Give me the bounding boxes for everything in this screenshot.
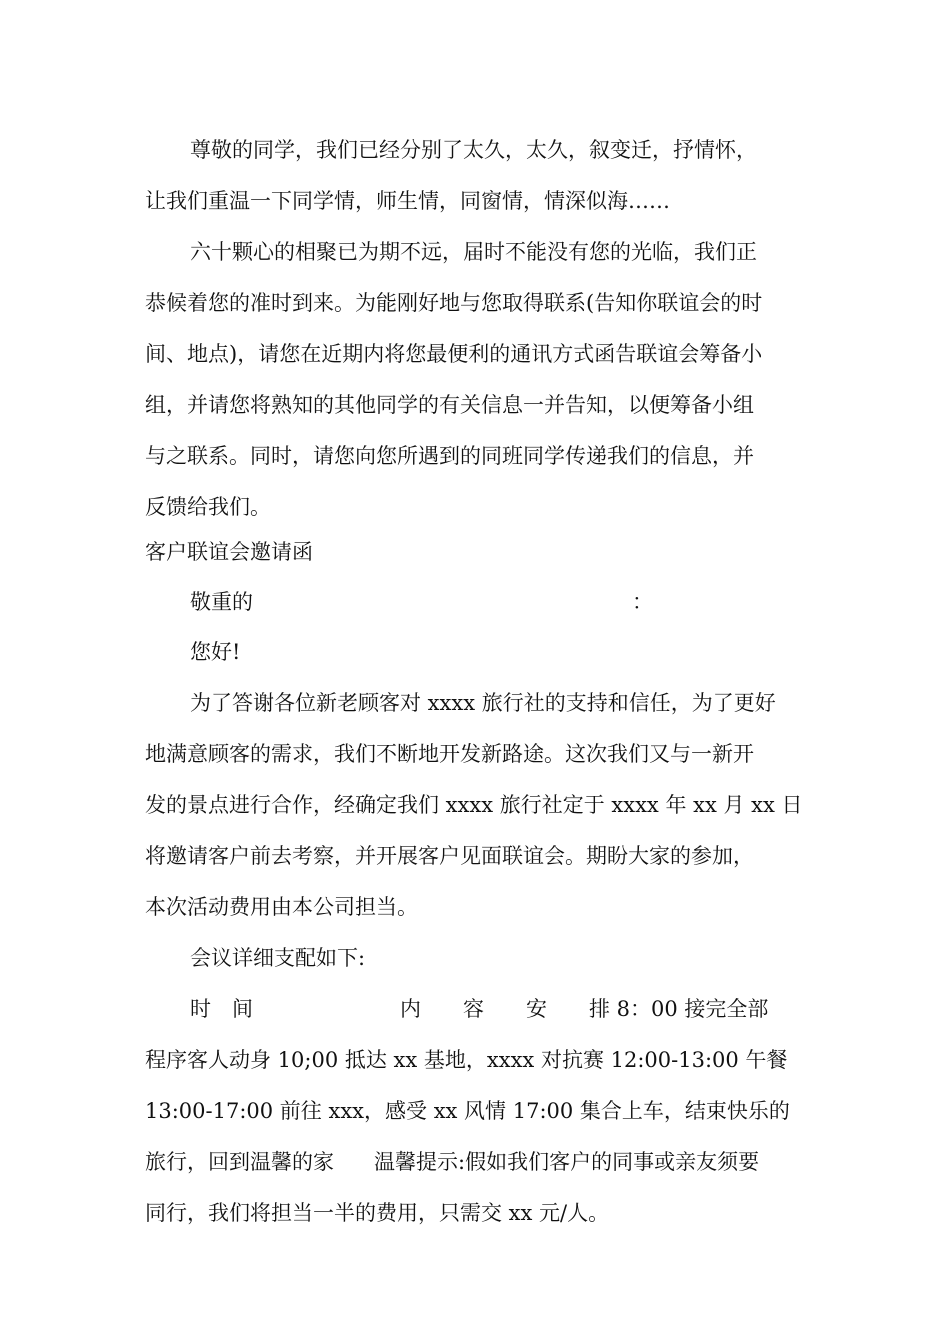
schedule-intro: 会议详细支配如下: (190, 946, 366, 970)
paragraph-invite-line-4: 将邀请客户前去考察，并开展客户见面联谊会。期盼大家的参加， (145, 844, 754, 868)
salutation: 敬重的 (190, 590, 253, 614)
section-heading: 客户联谊会邀请函 (145, 540, 313, 564)
paragraph-gathering-line-5: 与之联系。同时，请您向您所遇到的同班同学传递我们的信息，并 (145, 444, 754, 468)
salutation-colon: ： (632, 590, 653, 614)
paragraph-gathering-line-1: 六十颗心的相聚已为期不远，届时不能没有您的光临，我们正 (190, 240, 757, 264)
schedule-line-4 (145, 1148, 810, 1176)
schedule-end: 旅行，回到温馨的家 (145, 1150, 334, 1174)
warm-tip: 温馨提示:假如我们客户的同事或亲友须要 (374, 1150, 760, 1174)
schedule-line-2: 程序客人动身 10;00 抵达 xx 基地，xxxx 对抗赛 12:00-13:00 午餐 (145, 1048, 788, 1072)
paragraph-invite-line-3: 发的景点进行合作，经确定我们 xxxx 旅行社定于 xxxx 年 xx 月 xx 日 (145, 793, 803, 817)
paragraph-invite-line-2: 地满意顾客的需求，我们不断地开发新路途。这次我们又与一新开 (145, 742, 754, 766)
paragraph-gathering-line-6: 反馈给我们。 (145, 495, 271, 519)
paragraph-gathering-line-4: 组，并请您将熟知的其他同学的有关信息一并告知，以便筹备小组 (145, 393, 754, 417)
paragraph-invite-line-5: 本次活动费用由本公司担当。 (145, 895, 418, 919)
schedule-line-5: 同行，我们将担当一半的费用，只需交 xx 元/人。 (145, 1201, 610, 1225)
paragraph-invite-line-1: 为了答谢各位新老顾客对 xxxx 旅行社的支持和信任，为了更好 (190, 691, 776, 715)
schedule-line-1: 时 间 内 容 安 排 8：00 接完全部 (190, 997, 769, 1021)
paragraph-gathering-line-2: 恭候着您的准时到来。为能刚好地与您取得联系(告知你联谊会的时 (145, 291, 763, 315)
paragraph-classmates-line-2: 让我们重温一下同学情，师生情，同窗情，情深似海…… (145, 189, 670, 213)
schedule-line-3: 13:00-17:00 前往 xxx，感受 xx 风情 17:00 集合上车，结束快乐的 (145, 1099, 790, 1123)
paragraph-gathering-line-3: 间、地点)，请您在近期内将您最便利的通讯方式函告联谊会筹备小 (145, 342, 763, 366)
paragraph-classmates-line-1: 尊敬的同学，我们已经分别了太久，太久，叙变迁，抒情怀， (190, 138, 757, 162)
greeting: 您好! (190, 640, 241, 664)
